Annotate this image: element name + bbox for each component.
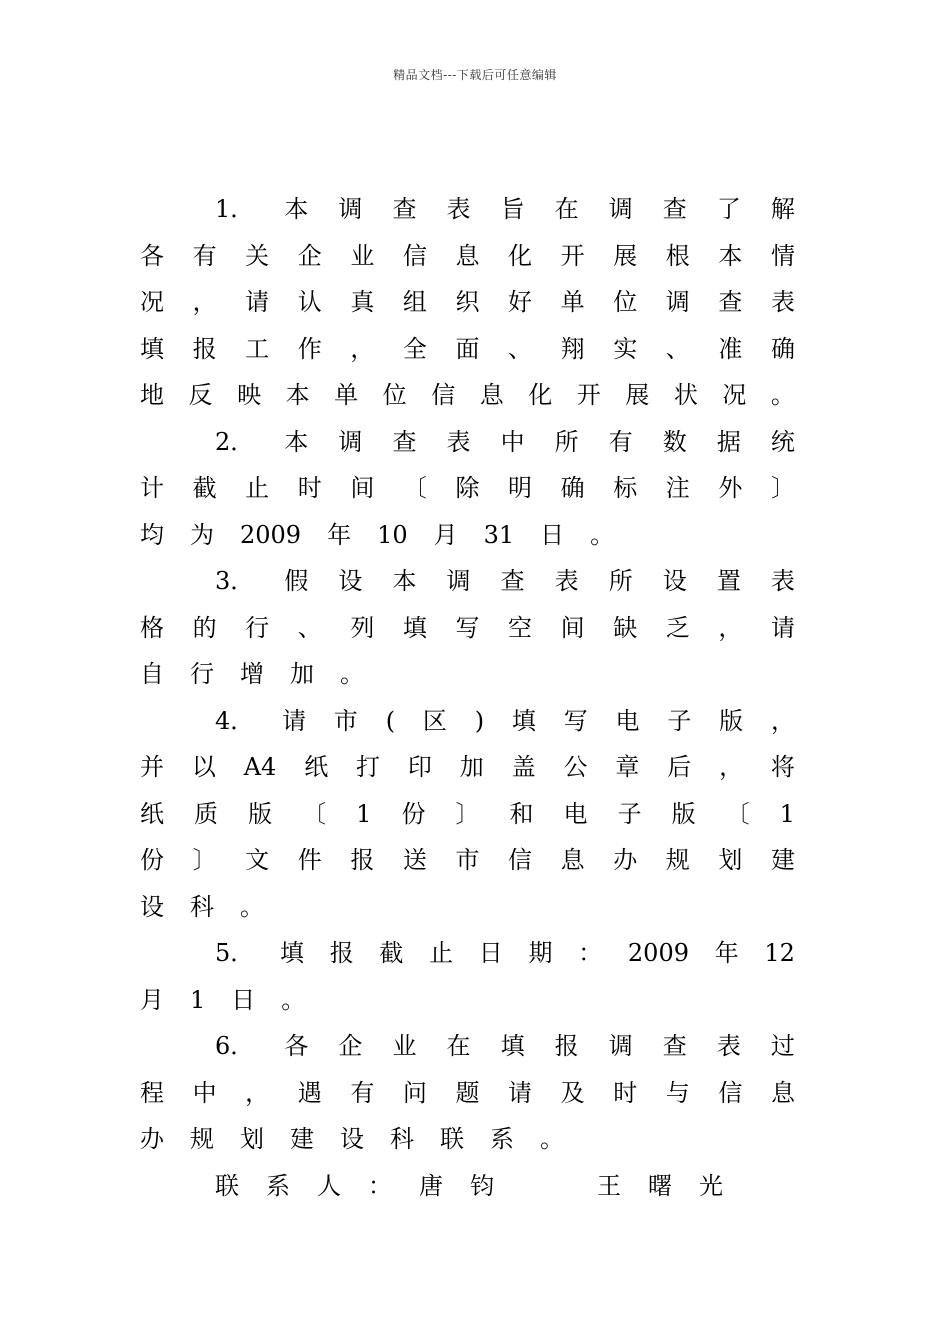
text-token: 业 [392,1032,417,1060]
text-token: 况 [140,288,164,316]
text-token: 与 [665,1078,690,1107]
text-token: 电 [615,706,640,735]
text-token: 情 [770,241,795,270]
text-token: 〕 [192,846,217,874]
text-token: 截 [192,474,217,502]
text-token: 外 [718,474,743,502]
text-token: 间 [350,474,375,502]
text-token: 1 [190,985,206,1014]
text-token: 日 [478,939,503,967]
text-line [140,279,795,326]
text-token: 所 [608,567,633,595]
text-token: 了 [716,195,741,223]
text-token: 将 [770,753,795,781]
text-token: 地 [140,381,164,409]
text-token: 时 [613,1078,638,1107]
text-token: 填 [511,706,536,735]
text-token: 办 [613,846,638,874]
text-token: 均 [140,520,164,549]
text-token: 送 [402,846,427,874]
text-token: 查 [662,195,687,223]
text-token: 在 [554,195,579,223]
text-token: 题 [455,1078,480,1107]
text-token: 的 [192,613,217,642]
text-token: 并 [140,753,164,781]
text-token: 办 [140,1125,164,1153]
text-token: 。 [240,892,264,921]
text-token: 行 [190,660,214,688]
text-token: 请 [245,288,270,316]
text-token: 中 [500,427,525,456]
text-token: 止 [245,474,270,502]
text-token: 盖 [511,753,536,781]
text-token: 期 [528,939,553,967]
text-token: 设 [662,567,687,595]
text-token: 置 [716,567,741,595]
text-token: 报 [329,939,354,967]
text-line [140,233,795,280]
text-token: 写 [563,706,588,735]
text-token: 确 [560,474,585,502]
document-body [140,186,795,1209]
text-token: 设 [340,1125,364,1153]
text-token: 及 [560,1078,585,1107]
contact-name-token: 光 [699,1171,723,1200]
text-token: 规 [665,846,690,874]
text-token: 企 [297,241,322,270]
text-token: 科 [390,1125,414,1153]
text-token: 公 [563,753,588,781]
text-token: 映 [237,381,262,409]
text-line [140,1070,795,1117]
text-token: 调 [338,427,363,456]
text-token: 时 [297,474,322,502]
text-token: 、 [665,334,690,363]
text-token: 表 [554,567,579,595]
text-token: 2009 [627,939,689,967]
text-token: 查 [392,195,417,223]
contact-line [140,1163,795,1210]
text-token: 纸 [304,753,329,781]
text-token: 本 [285,381,310,409]
text-token: 。 [281,985,306,1014]
text-token: 表 [446,195,471,223]
text-token: 明 [508,474,533,502]
text-token: 展 [625,381,650,409]
text-token: 表 [716,1032,741,1060]
text-token: 准 [718,334,743,363]
text-token: 面 [455,334,480,363]
text-token: 〔 [725,799,750,828]
text-token: 联 [440,1125,464,1153]
text-token: 解 [770,195,795,223]
text-token: 表 [770,288,795,316]
text-line [140,465,795,512]
text-token: 在 [446,1032,471,1060]
text-token: 规 [190,1125,214,1153]
text-token: 位 [382,381,407,409]
text-token: ， [350,334,375,363]
text-token: 5． [215,939,255,967]
text-token: 月 [140,985,164,1014]
text-token: 调 [608,195,633,223]
text-token: 〔 [302,799,327,828]
text-token: 〕 [455,799,480,828]
text-token: 市 [455,846,480,874]
text-token: 10 [377,520,408,549]
text-token: 行 [245,613,270,642]
text-token: 间 [560,613,585,642]
text-token: 、 [297,613,322,642]
text-token: 版 [719,706,744,735]
text-token: 划 [718,846,743,874]
text-token: 2． [215,427,255,456]
text-line [140,605,795,652]
text-line [140,837,795,884]
text-token: 设 [140,892,164,921]
text-token: 反 [188,381,213,409]
text-token: 信 [718,1078,743,1107]
text-token: 请 [282,706,307,735]
text-token: 空 [508,613,533,642]
text-token: 企 [338,1032,363,1060]
text-token: 查 [392,427,417,456]
text-token: 乏 [665,613,690,642]
text-token: 有 [192,241,217,270]
text-token: 份 [140,846,164,874]
text-token: 数 [662,427,687,456]
text-token: 请 [770,613,795,642]
text-token: 开 [560,241,585,270]
text-token: 〕 [770,474,795,502]
text-token: 子 [617,799,642,828]
text-token: 表 [446,427,471,456]
text-token: 工 [245,334,270,363]
text-token: 质 [194,799,219,828]
text-token: 3． [215,567,255,595]
text-token: 1 [356,799,372,828]
text-line [140,930,795,977]
text-token: 截 [379,939,404,967]
text-token: 年 [714,939,739,967]
contact-token: 联 [215,1171,239,1200]
contact-token: 唐 [419,1171,443,1200]
text-token: 查 [500,567,525,595]
text-token: 份 [401,799,426,828]
text-token: 为 [190,520,214,549]
text-token: A4 [243,753,277,781]
text-token: 章 [615,753,640,781]
text-token: 全 [402,334,427,363]
text-token: ： [578,939,603,967]
text-token: 调 [338,195,363,223]
contact-name-token: 曙 [648,1171,672,1200]
text-token: 填 [279,939,304,967]
text-token: 据 [716,427,741,456]
text-token: 除 [455,474,480,502]
text-token: 作 [297,334,322,363]
text-token: ， [719,753,744,781]
text-token: 表 [770,567,795,595]
contact-name-token: 王 [597,1171,621,1200]
text-token: 文 [245,846,270,874]
text-token: 年 [327,520,352,549]
text-token: 划 [240,1125,264,1153]
text-token: 况 [722,381,747,409]
text-token: 化 [508,241,533,270]
text-line [140,186,795,233]
text-token: 报 [554,1032,579,1060]
text-token: ( [385,706,396,735]
text-token: 填 [500,1032,525,1060]
text-token: 、 [508,334,533,363]
text-token: 旨 [500,195,525,223]
text-token: 加 [459,753,484,781]
text-token: 缺 [613,613,638,642]
text-line [140,326,795,373]
text-token: 1． [215,195,255,223]
text-token: ， [192,288,217,316]
text-token: 纸 [140,799,164,828]
text-token: 展 [613,241,638,270]
contact-token: ： [368,1171,392,1200]
text-line [140,372,795,419]
text-token: 有 [608,427,633,456]
text-token: 以 [191,753,216,781]
text-token: 6． [215,1032,255,1060]
text-token: 1 [779,799,795,828]
text-token: 查 [662,1032,687,1060]
text-line [140,1023,795,1070]
text-token: 信 [402,241,427,270]
text-token: 版 [248,799,273,828]
text-token: 根 [665,241,690,270]
text-token: 中 [192,1078,217,1107]
text-token: 有 [350,1078,375,1107]
text-token: 和 [509,799,534,828]
text-token: 开 [576,381,601,409]
text-token: 市 [333,706,358,735]
text-token: 版 [671,799,696,828]
text-token: 化 [528,381,553,409]
text-token: ， [245,1078,270,1107]
text-token: 过 [770,1032,795,1060]
text-token: 假 [284,567,309,595]
text-token: 调 [665,288,690,316]
text-token: 本 [284,195,309,223]
text-token: 建 [770,846,795,874]
text-token: 电 [563,799,588,828]
text-token: 4． [215,706,255,735]
contact-token: 钧 [470,1171,494,1200]
text-token: 印 [407,753,432,781]
text-token: 调 [608,1032,633,1060]
text-token: 息 [770,1078,795,1107]
text-token: 31 [483,520,515,549]
text-token: 增 [240,660,264,688]
text-token: 子 [667,706,692,735]
text-token: 区 [422,706,447,735]
text-token: 月 [433,520,458,549]
text-token: 单 [334,381,359,409]
text-token: 确 [770,334,795,363]
text-token: 列 [350,613,375,642]
text-token: 。 [340,660,364,688]
text-line [140,698,795,745]
text-token: 计 [140,474,164,502]
text-token: 问 [402,1078,427,1107]
text-token: 2009 [240,520,302,549]
text-token: 日 [540,520,565,549]
text-token: 报 [192,334,217,363]
text-token: 件 [297,846,322,874]
text-token: 。 [540,1125,564,1153]
text-token: 格 [140,613,164,642]
text-token: 真 [350,288,375,316]
text-token: 查 [718,288,743,316]
contact-token: 人 [317,1171,341,1200]
text-line [140,1116,795,1163]
text-token: 注 [665,474,690,502]
text-token: 信 [431,381,456,409]
text-token: 信 [508,846,533,874]
text-token: 组 [402,288,427,316]
text-token: 各 [140,241,164,270]
text-line [140,512,795,559]
text-token: ， [770,706,795,735]
text-line [140,419,795,466]
text-token: 系 [490,1125,514,1153]
text-line [140,791,795,838]
text-token: 位 [613,288,638,316]
text-token: 日 [231,985,256,1014]
text-token: 各 [284,1032,309,1060]
text-token: 状 [673,381,698,409]
text-token: 认 [297,288,322,316]
text-token: 息 [455,241,480,270]
page-header: 精品文档---下载后可任意编辑 [393,68,557,82]
text-token: 自 [140,660,164,688]
text-token: 所 [554,427,579,456]
text-token: 打 [356,753,381,781]
text-token: 好 [508,288,533,316]
text-line [140,651,795,698]
text-token: 本 [718,241,743,270]
text-token: 息 [560,846,585,874]
text-token: 〔 [402,474,427,502]
text-token: 息 [479,381,504,409]
text-token: 填 [140,334,164,363]
text-token: 标 [613,474,638,502]
text-token: 加 [290,660,314,688]
text-token: 统 [770,427,795,456]
text-token: 织 [455,288,480,316]
text-token: 请 [508,1078,533,1107]
text-token: 实 [613,334,638,363]
text-line [140,884,795,931]
text-token: 科 [190,892,214,921]
text-token: 报 [350,846,375,874]
text-token: 翔 [560,334,585,363]
text-token: 程 [140,1078,164,1107]
contact-token: 系 [266,1171,290,1200]
text-token: 关 [245,241,270,270]
text-token: ， [718,613,743,642]
text-token: 后 [667,753,692,781]
text-token: 12 [764,939,795,967]
text-token: 。 [590,520,615,549]
text-token: 设 [338,567,363,595]
text-token: 建 [290,1125,314,1153]
text-line [140,558,795,605]
text-token: 业 [350,241,375,270]
text-token: 本 [392,567,417,595]
text-token: ) [474,706,485,735]
text-token: 单 [560,288,585,316]
text-token: 止 [429,939,454,967]
text-token: 遇 [297,1078,322,1107]
text-line [140,977,795,1024]
text-token: 本 [284,427,309,456]
text-token: 填 [402,613,427,642]
text-line [140,744,795,791]
text-token: 调 [446,567,471,595]
text-token: 。 [770,381,795,409]
text-token: 写 [455,613,480,642]
